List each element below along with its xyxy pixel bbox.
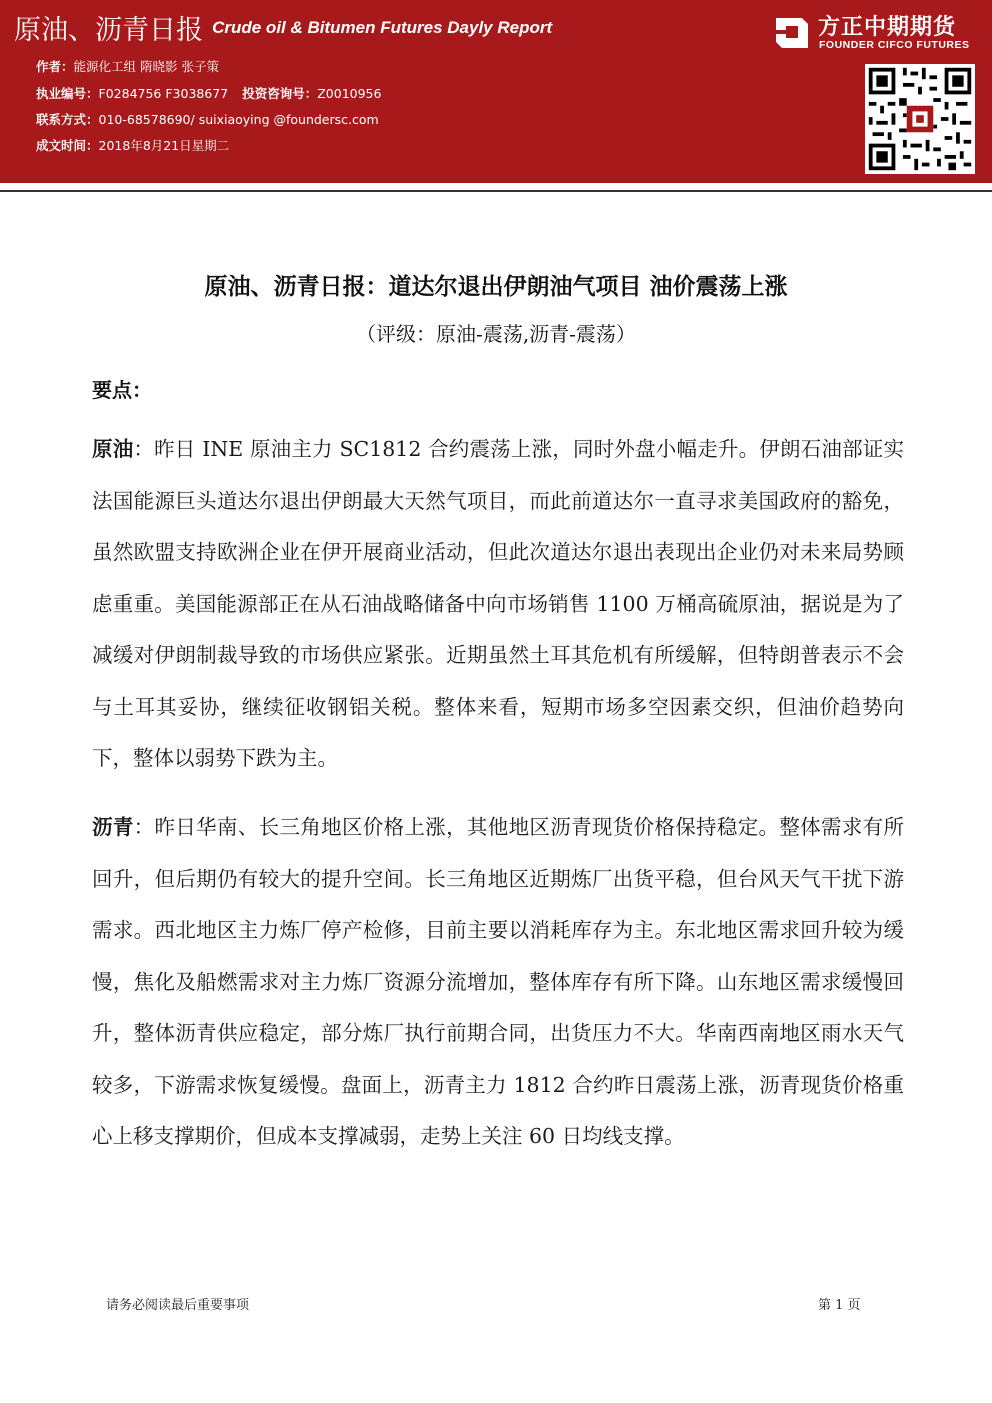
asphalt-paragraph (92, 802, 904, 1163)
date-label: 成文时间： (36, 138, 99, 153)
qr-code-icon (865, 64, 975, 174)
author-line (36, 57, 219, 75)
author-value: 能源化工组 隋晓影 张子策 (73, 59, 219, 74)
license-line (36, 84, 381, 102)
report-header-banner (0, 0, 992, 183)
license-label: 执业编号： (36, 86, 99, 101)
header-divider (0, 190, 992, 192)
report-title-row (14, 8, 552, 47)
crude-oil-paragraph (92, 424, 904, 785)
company-name-cn: 方正中期期货 (818, 15, 957, 40)
license-value: F0284756 F3038677 (98, 86, 229, 101)
founder-logo-icon (772, 12, 812, 52)
contact-line (36, 110, 379, 128)
date-line (36, 136, 229, 154)
consult-value: Z0010956 (317, 86, 382, 101)
rating-line: （评级：原油-震荡,沥青-震荡） (356, 322, 636, 346)
report-title-en: Crude oil & Bitumen Futures Dayly Report (212, 17, 553, 37)
contact-value: 010-68578690/ suixiaoying @foundersc.com (98, 112, 379, 127)
footer-notice: 请务必阅读最后重要事项 (106, 1298, 250, 1313)
contact-label: 联系方式： (36, 112, 99, 127)
crude-oil-lead: 原油 (92, 437, 134, 461)
date-value: 2018年8月21日星期二 (98, 138, 230, 153)
crude-oil-text: ：昨日 INE 原油主力 SC1812 合约震荡上涨，同时外盘小幅走升。伊朗石油部证实法国能源巨头道达尔退出伊朗最大天然气项目，而此前道达尔一直寻求美国政府的豁免，虽然欧盟支持欧洲企业在伊开展商业活动，但此次道达尔退出表现出企业仍对未来局势顾虑重重。美国能源部正在从石油战略储备中向市场销售 1100 万桶高硫原油，据说是为了减缓对伊朗制裁导致的市场供应紧张。近期虽然土耳其危机有所缓解，但特朗普表示不会与土耳其妥协，继续征收钢铝关税。整体来看，短期市场多空因素交织，但油价趋势向下，整体以弱势下跌为主。 (92, 437, 904, 770)
asphalt-lead: 沥青 (92, 815, 134, 839)
asphalt-text: ：昨日华南、长三角地区价格上涨，其他地区沥青现货价格保持稳定。整体需求有所回升，但后期仍有较大的提升空间。长三角地区近期炼厂出货平稳，但台风天气干扰下游需求。西北地区主力炼厂停产检修，目前主要以消耗库存为主。东北地区需求回升较为缓慢，焦化及船燃需求对主力炼厂资源分流增加，整体库存有所下降。山东地区需求缓慢回升，整体沥青供应稳定，部分炼厂执行前期合同，出货压力不大。华南西南地区雨水天气较多，下游需求恢复缓慢。盘面上，沥青主力 1812 合约昨日震荡上涨，沥青现货价格重心上移支撑期价，但成本支撑减弱，走势上关注 60 日均线支撑。 (92, 815, 905, 1148)
page-title: 原油、沥青日报：道达尔退出伊朗油气项目 油价震荡上涨 (204, 274, 788, 300)
consult-label: 投资咨询号： (242, 86, 318, 101)
company-name-en: FOUNDER CIFCO FUTURES (819, 39, 970, 51)
key-points-heading: 要点： (92, 378, 152, 402)
company-logo (772, 8, 987, 56)
author-label: 作者： (36, 59, 74, 74)
report-title-cn: 原油、沥青日报 (14, 15, 203, 46)
page-number: 第 1 页 (818, 1298, 861, 1313)
